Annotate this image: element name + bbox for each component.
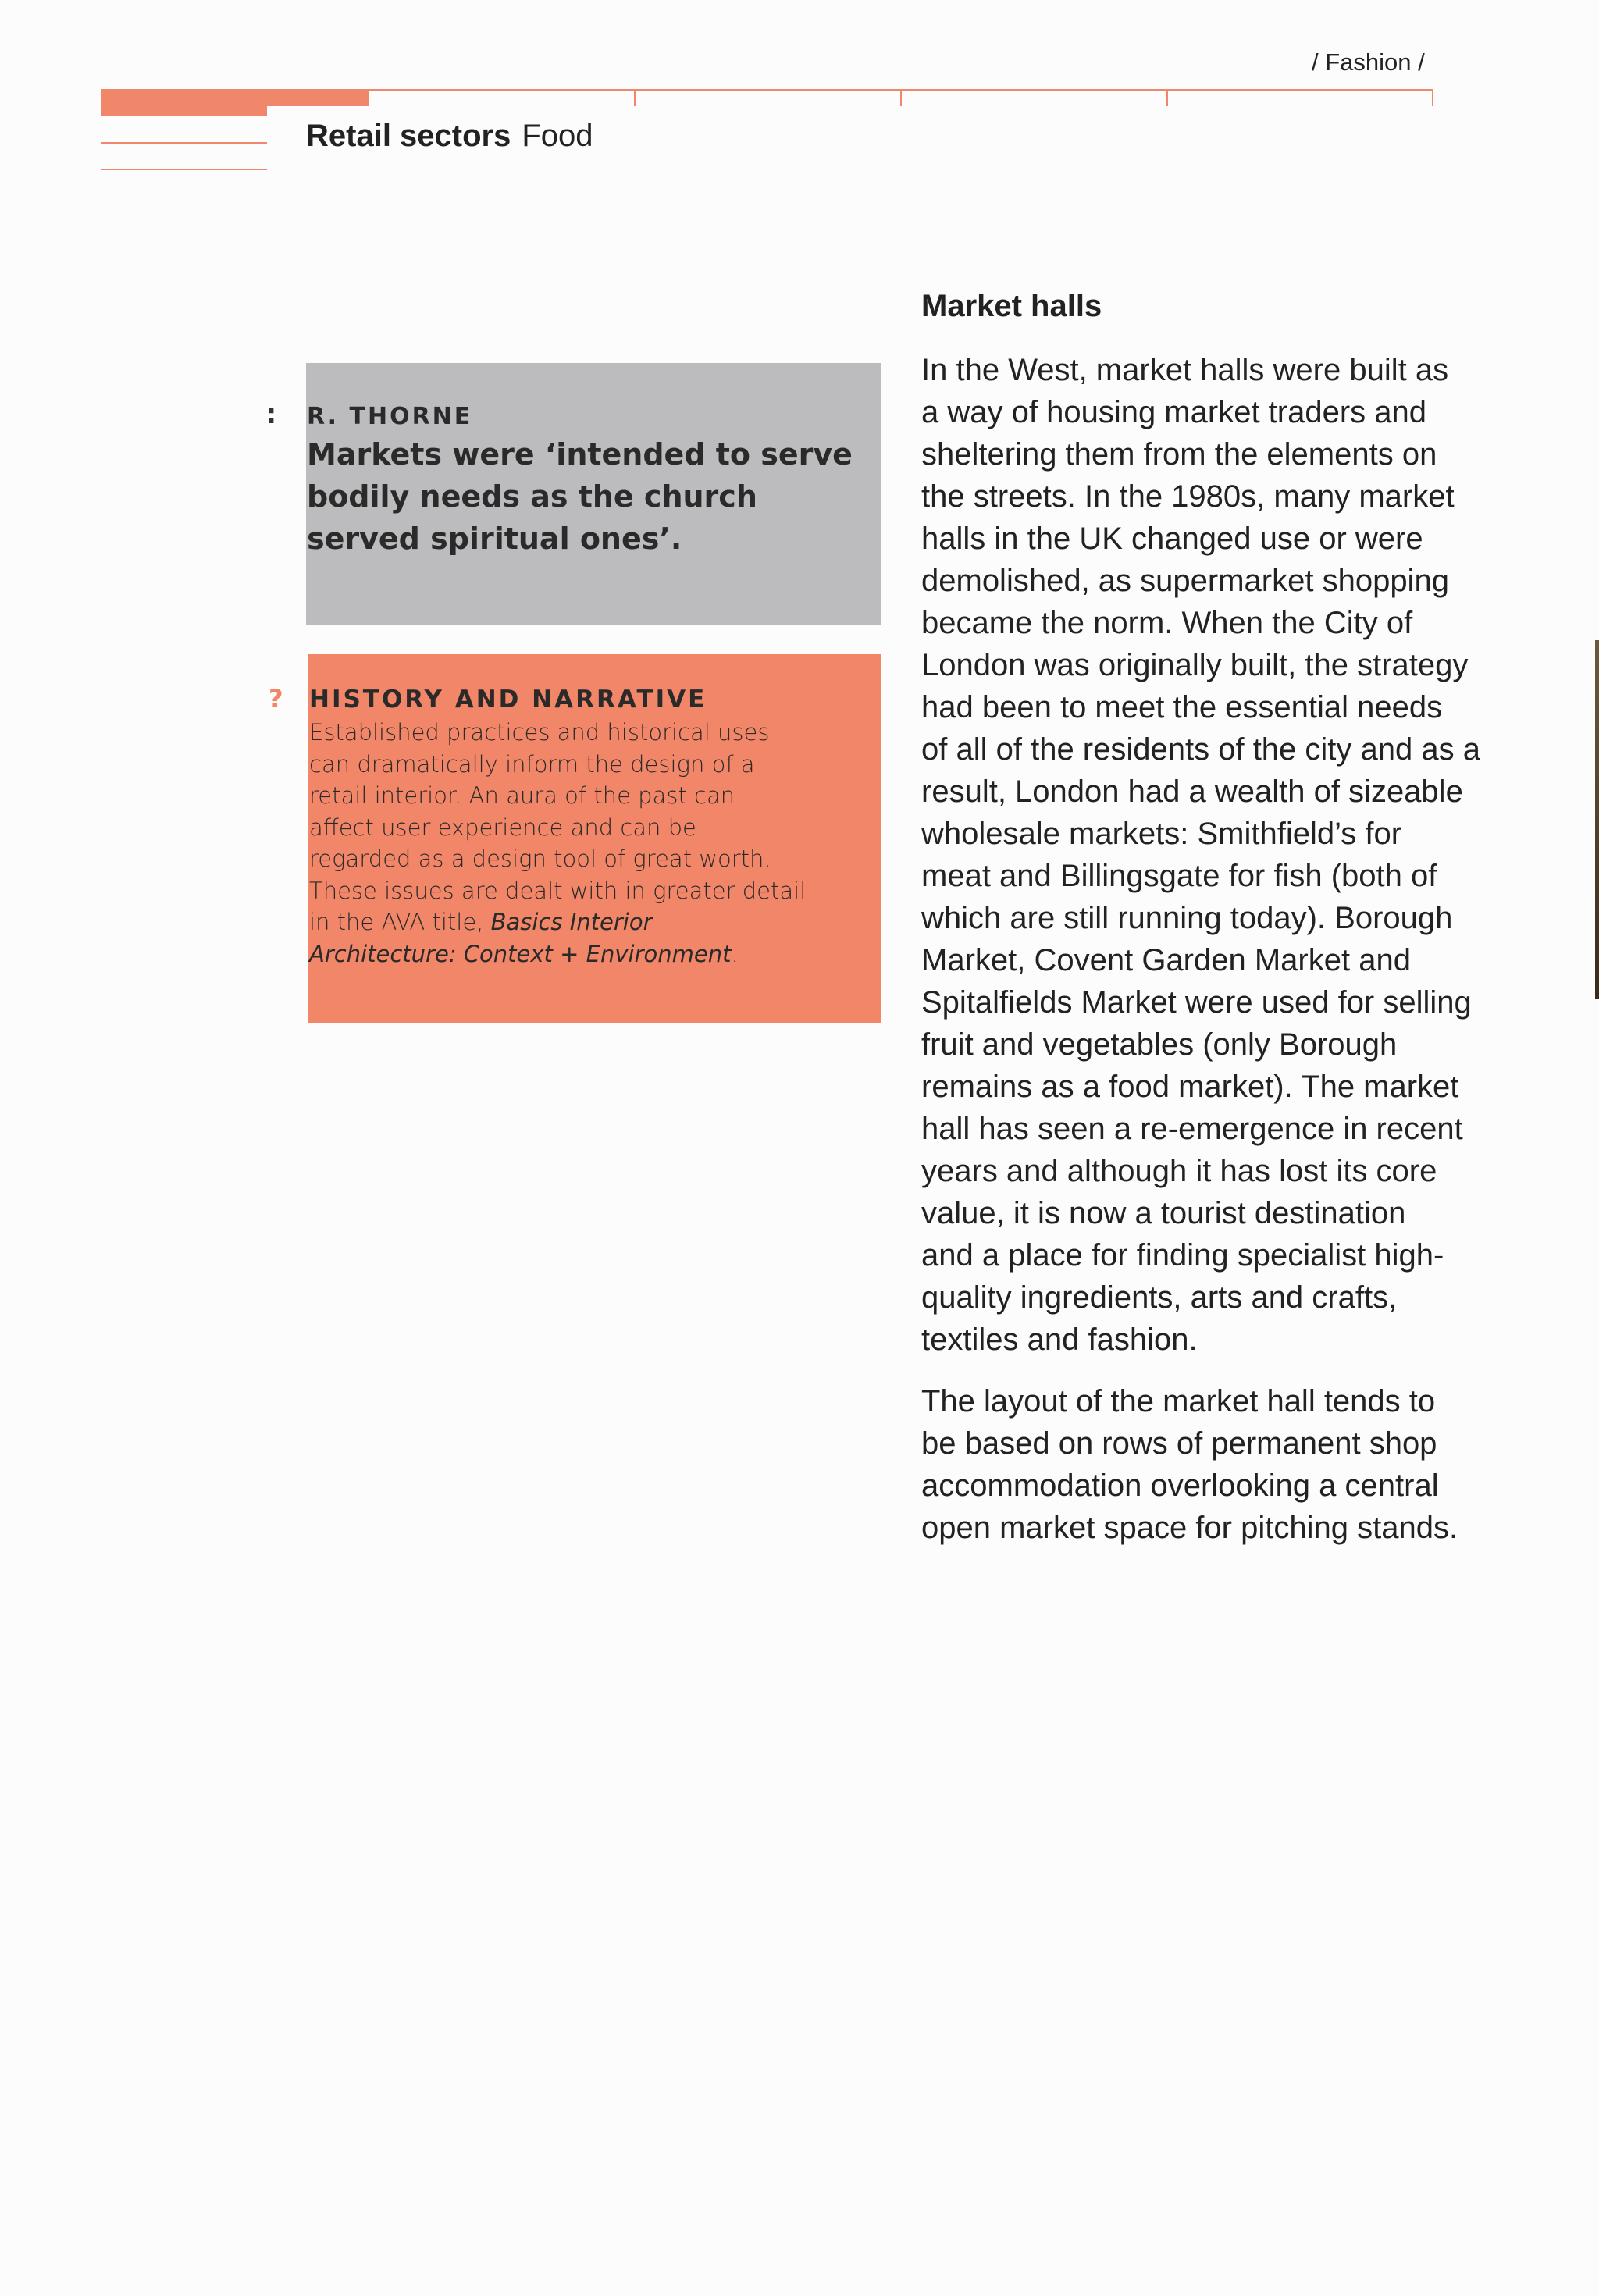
header-tick — [900, 89, 902, 106]
header-tick — [634, 89, 636, 106]
header-notch — [267, 106, 369, 117]
page-title-bold: Retail sectors — [306, 119, 511, 153]
history-line: regarded as a design tool of great worth. — [309, 845, 771, 872]
quote-line: served spiritual ones’. — [307, 521, 682, 556]
history-line: affect user experience and can be — [309, 813, 696, 841]
article-line: and a place for finding specialist high- — [921, 1238, 1444, 1273]
history-line: can dramatically inform the design of a — [309, 750, 755, 778]
article-line: result, London had a wealth of sizeable — [921, 774, 1463, 809]
article-line: The layout of the market hall tends to — [921, 1384, 1436, 1419]
quote-line: bodily needs as the church — [307, 479, 757, 514]
article-line: textiles and fashion. — [921, 1322, 1198, 1357]
history-title: HISTORY AND NARRATIVE — [309, 685, 707, 714]
history-line — [309, 906, 809, 938]
header-tick — [1166, 89, 1168, 106]
article-line: a way of housing market traders and — [921, 395, 1427, 429]
history-line: These issues are dealt with in greater detail — [309, 877, 807, 904]
article-line: demolished, as supermarket shopping — [921, 564, 1449, 598]
history-text — [309, 717, 809, 970]
page-title-light: Food — [522, 119, 593, 153]
article-line: accommodation overlooking a central — [921, 1468, 1439, 1503]
header-side-line — [101, 169, 267, 170]
quote-line: Markets were ‘intended to serve — [307, 437, 853, 472]
article-line: remains as a food market). The market — [921, 1070, 1459, 1104]
article-line: wholesale markets: Smithfield’s for — [921, 817, 1402, 851]
quote-author: R. THORNE — [307, 403, 473, 430]
article-line: Market, Covent Garden Market and — [921, 943, 1411, 977]
article-line: had been to meet the essential needs — [921, 690, 1443, 724]
history-line: Established practices and historical uses — [309, 719, 770, 746]
page-title — [306, 119, 593, 154]
article-line: fruit and vegetables (only Borough — [921, 1027, 1398, 1062]
history-line: retail interior. An aura of the past can — [309, 782, 735, 809]
history-line-text: in the AVA title, — [309, 909, 484, 935]
article-paragraph — [921, 1380, 1515, 1549]
history-end-punct: . — [731, 940, 739, 967]
article-line: open market space for pitching stands. — [921, 1511, 1458, 1545]
article-line: quality ingredients, arts and crafts, — [921, 1280, 1398, 1315]
header-rule — [101, 89, 1433, 91]
article-line: London was originally built, the strategy — [921, 648, 1469, 682]
article-line: of all of the residents of the city and as a — [921, 732, 1480, 767]
article-line: which are still running today). Borough — [921, 901, 1453, 935]
article-line: hall has seen a re-emergence in recent — [921, 1112, 1463, 1146]
article-line: meat and Billingsgate for fish (both of — [921, 859, 1437, 893]
article-line: halls in the UK changed use or were — [921, 521, 1423, 556]
article-line: be based on rows of permanent shop — [921, 1426, 1437, 1461]
article-line: became the norm. When the City of — [921, 606, 1413, 640]
article-line: In the West, market halls were built as — [921, 353, 1449, 387]
book-title: Architecture: Context + Environment — [309, 940, 732, 967]
article-paragraph — [921, 349, 1515, 1361]
header-side-line — [101, 142, 267, 144]
article-line: Spitalfields Market were used for selling — [921, 985, 1472, 1020]
article-line: years and although it has lost its core — [921, 1154, 1437, 1188]
header-tick — [1432, 89, 1433, 106]
section-label: / Fashion / — [1312, 48, 1425, 76]
article-line: value, it is now a tourist destination — [921, 1196, 1406, 1230]
article-line: sheltering them from the elements on — [921, 437, 1437, 472]
quote-text — [307, 433, 853, 560]
page-edge — [1595, 640, 1599, 999]
question-mark-icon: ? — [269, 684, 283, 714]
article-heading: Market halls — [921, 289, 1102, 323]
article-line: the streets. In the 1980s, many market — [921, 479, 1455, 514]
book-title: Basics Interior — [490, 909, 653, 935]
quote-colon-icon: : — [265, 398, 277, 430]
history-line — [309, 938, 809, 970]
